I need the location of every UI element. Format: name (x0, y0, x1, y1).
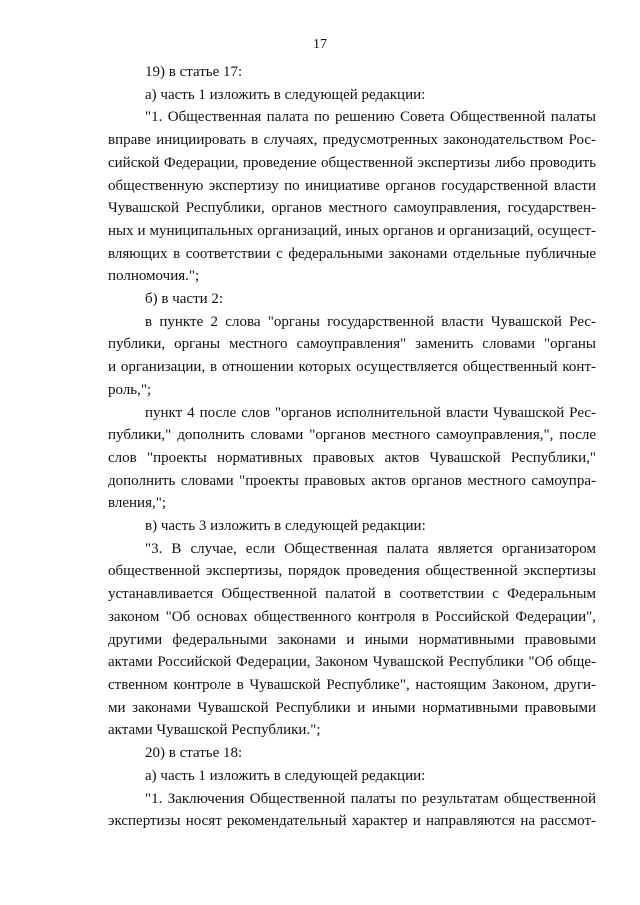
text-line: актами Российской Федерации, Законом Чувашской Республики "Об обще- (108, 654, 596, 671)
document-body (108, 61, 596, 833)
text-line: ственном контроле в Чувашской Республике", настоящим Законом, други- (108, 676, 596, 693)
text-line: пункт 4 после слов "органов исполнительной власти Чувашской Рес- (145, 404, 596, 421)
text-line: актами Чувашской Республики."; (108, 722, 321, 739)
text-line: слов "проекты нормативных правовых актов Чувашской Республики," (108, 449, 596, 466)
text-line: общественную экспертизу по инициативе органов государственной власти (108, 177, 596, 194)
text-line: вления,"; (108, 495, 167, 512)
text-line: и организации, в отношении которых осуществляется общественный конт- (108, 359, 596, 376)
text-line: сийской Федерации, проведение общественной экспертизы либо проводить (108, 154, 596, 171)
text-line: ми законами Чувашской Республики и иными нормативными правовыми (108, 699, 596, 716)
text-line: "1. Общественная палата по решению Совета Общественной палаты (145, 109, 596, 126)
text-line: 20) в статье 18: (145, 745, 243, 762)
text-line: публики, органы местного самоуправления" заменить словами "органы (108, 336, 596, 353)
text-line: устанавливается Общественной палатой в соответствии с Федеральным (108, 586, 596, 603)
text-line: вляющих в соответствии с федеральными законами отдельные публичные (108, 245, 596, 262)
text-line: дополнить словами "проекты правовых актов органов местного самоупра- (108, 472, 596, 489)
text-line: публики," дополнить словами "органов местного самоуправления,", после (108, 427, 596, 444)
page-number: 17 (313, 37, 327, 52)
text-line: законом "Об основах общественного контроля в Российской Федерации", (108, 608, 596, 625)
text-line: "1. Заключения Общественной палаты по результатам общественной (145, 790, 596, 807)
text-line: в) часть 3 изложить в следующей редакции: (145, 518, 426, 535)
text-line: другими федеральными законами и иными нормативными правовыми (108, 631, 596, 648)
text-line: вправе инициировать в случаях, предусмотренных законодательством Рос- (108, 132, 596, 149)
text-line: Чувашской Республики, органов местного самоуправления, государствен- (108, 200, 596, 217)
text-line: "3. В случае, если Общественная палата является организатором (145, 540, 596, 557)
text-line: 19) в статье 17: (145, 64, 243, 80)
text-line: в пункте 2 слова "органы государственной власти Чувашской Рес- (145, 313, 596, 330)
text-line: ных и муниципальных организаций, иных органов и организаций, осущест- (108, 222, 596, 239)
text-line: б) в части 2: (145, 291, 224, 308)
text-line: общественной экспертизы, порядок проведения общественной экспертизы (108, 563, 596, 580)
text-line: роль,"; (108, 381, 152, 398)
text-line: а) часть 1 изложить в следующей редакции: (145, 767, 426, 784)
text-line: а) часть 1 изложить в следующей редакции: (145, 86, 426, 103)
text-line: экспертизы носят рекомендательный характер и направляются на рассмот- (108, 813, 596, 830)
text-line: полномочия."; (108, 268, 200, 285)
